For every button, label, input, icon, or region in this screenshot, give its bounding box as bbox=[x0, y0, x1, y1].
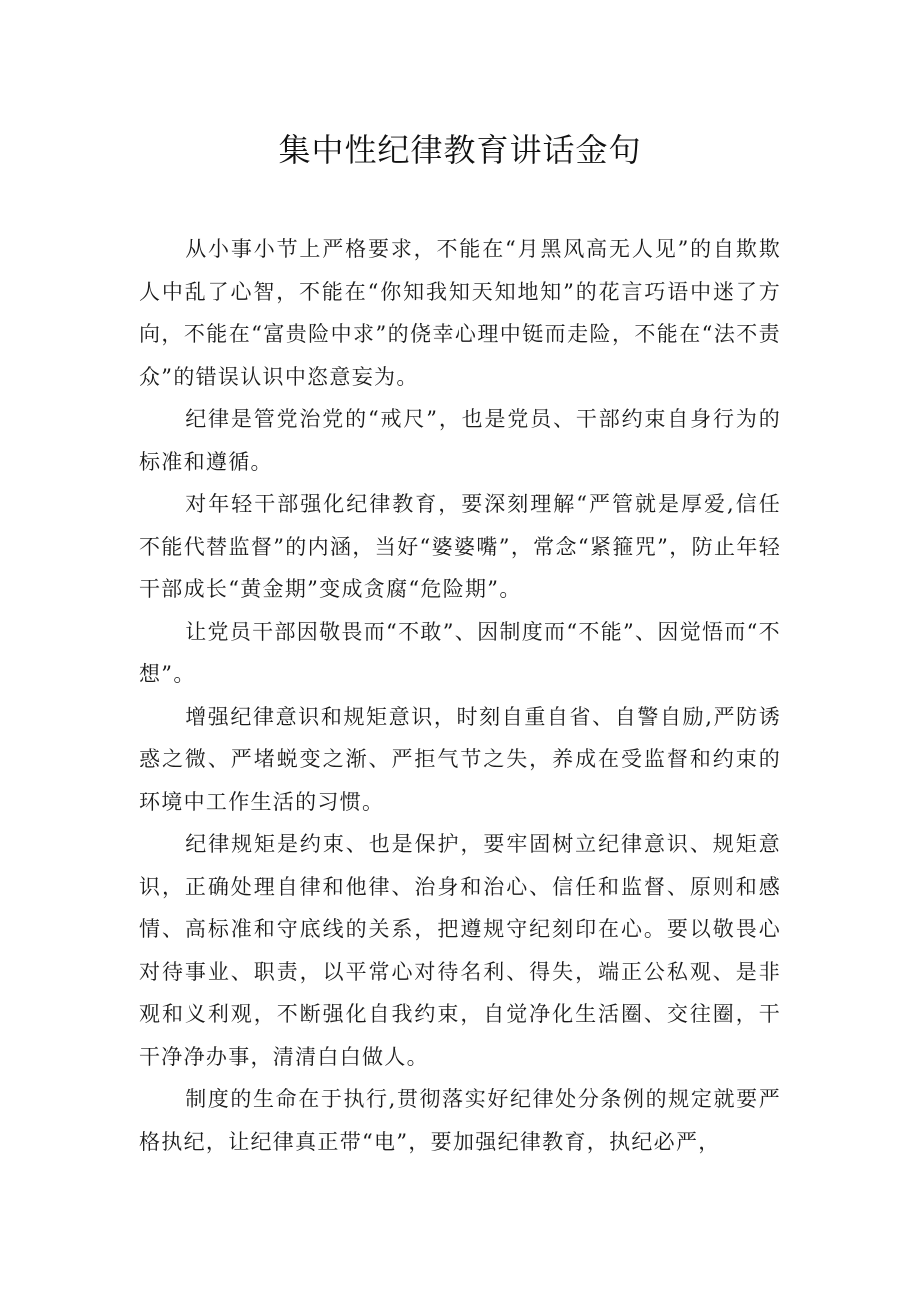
document-title: 集中性纪律教育讲话金句 bbox=[278, 131, 642, 169]
paragraph-5: 增强纪律意识和规矩意识，时刻自重自省、自警自励,严防诱惑之微、严堵蜕变之渐、严拒气节之失，养成在受监督和约束的环境中工作生活的习惯。 bbox=[139, 704, 781, 814]
paragraph-3: 对年轻干部强化纪律教育，要深刻理解“严管就是厚爱,信任不能代替监督”的内涵，当好“婆婆嘴”，常念“紧箍咒”，防止年轻干部成长“黄金期”变成贪腐“危险期”。 bbox=[139, 492, 781, 601]
paragraph-7: 制度的生命在于执行,贯彻落实好纪律处分条例的规定就要严格执纪，让纪律真正带“电”，要加强纪律教育，执纪必严， bbox=[139, 1087, 781, 1154]
paragraph-2: 纪律是管党治党的“戒尺”，也是党员、干部约束自身行为的标准和遵循。 bbox=[139, 407, 781, 474]
paragraph-6: 纪律规矩是约束、也是保护，要牢固树立纪律意识、规矩意识，正确处理自律和他律、治身和治心、信任和监督、原则和感情、高标准和守底线的关系，把遵规守纪刻印在心。要以敬畏心对待事业、职责，以平常心对待名利、得失，端正公私观、是非观和义利观，不断强化自我约束，自觉净化生活圈、交往圈，干干净净办事，清清白白做人。 bbox=[139, 832, 781, 1069]
paragraph-4: 让党员干部因敬畏而“不敢”、因制度而“不能”、因觉悟而“不想”。 bbox=[139, 619, 781, 686]
paragraph-1: 从小事小节上严格要求，不能在“月黑风高无人见”的自欺欺人中乱了心智，不能在“你知我知天知地知”的花言巧语中迷了方向，不能在“富贵险中求”的侥幸心理中铤而走险，不能在“法不责众”的错误认识中恣意妄为。 bbox=[139, 237, 781, 389]
document-body bbox=[139, 228, 781, 1163]
